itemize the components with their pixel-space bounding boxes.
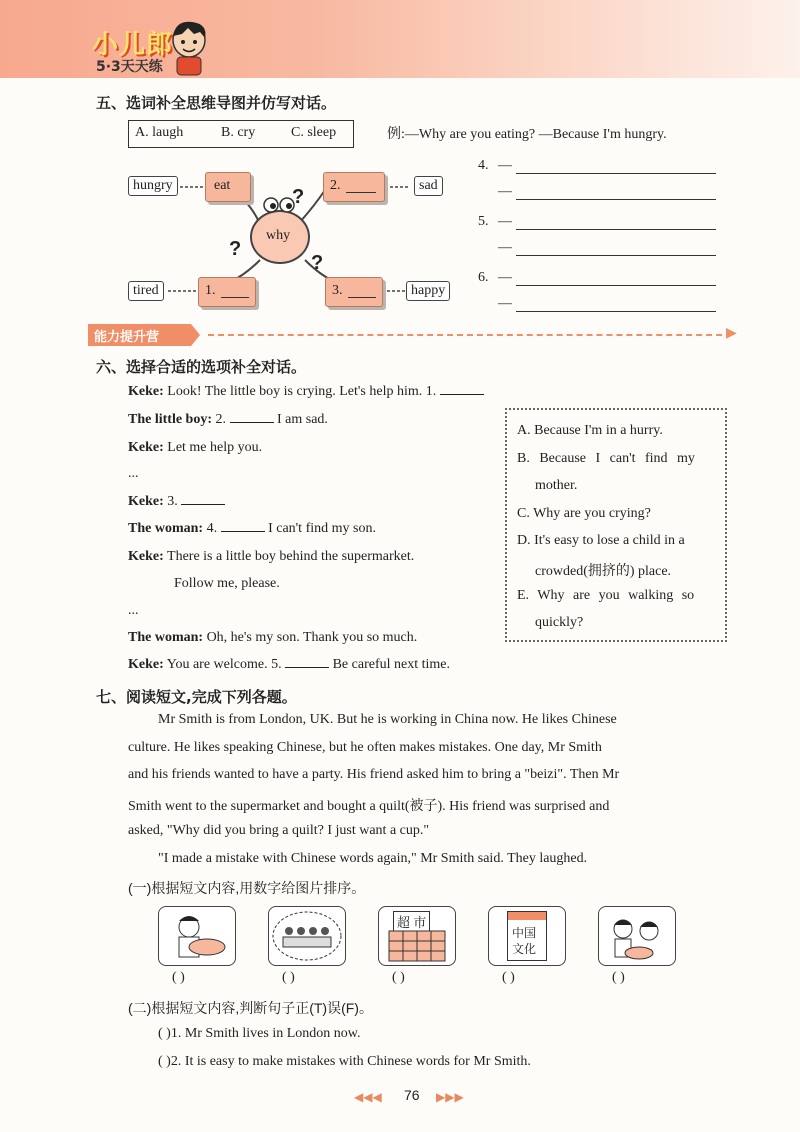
blank-2-number: 2. [330, 178, 341, 193]
dialogue-text: 4. [206, 521, 218, 536]
options-box [505, 408, 727, 642]
sad-node: sad [414, 176, 443, 196]
order-answer-2[interactable]: ( ) [282, 970, 295, 985]
dialogue-text: Be careful next time. [332, 657, 450, 672]
option-e-cont: quickly? [535, 615, 584, 630]
mascot-icon [164, 18, 214, 76]
order-answer-4[interactable]: ( ) [502, 970, 515, 985]
center-label: why [266, 228, 291, 243]
line-5a-dash: — [498, 214, 512, 229]
dialogue-text: You are welcome. 5. [166, 657, 282, 672]
arrow-right-icon: ▶ [726, 326, 737, 341]
ellipsis: ... [128, 603, 139, 618]
line-4b-dash: — [498, 184, 512, 199]
blank-1-number: 1. [205, 283, 216, 298]
hungry-node: hungry [128, 176, 178, 196]
line-6b-dash: — [498, 296, 512, 311]
line-5-number: 5. [478, 214, 489, 229]
picture-3 [378, 906, 456, 966]
dialogue-text: Let me help you. [167, 440, 263, 455]
mindmap-center-node [250, 210, 310, 264]
supermarket-sign: 超 市 [393, 911, 430, 932]
speaker: The woman: [128, 630, 204, 645]
man-holding-quilt-icon [159, 907, 235, 965]
example-dialogue: 例:—Why are you eating? —Because I'm hungry. [387, 127, 667, 142]
ability-label: 能力提升营 [94, 329, 160, 344]
question-mark-icon: ? [229, 238, 242, 260]
page-number: 76 [404, 1087, 420, 1103]
blank-1-line[interactable] [221, 297, 249, 298]
word-choices-box [128, 120, 354, 148]
blank-3-number: 3. [332, 283, 343, 298]
passage-line-3: and his friends wanted to have a party. His friend asked him to bring a "beizi". Then Mr [128, 767, 620, 782]
ellipsis: ... [128, 466, 139, 481]
dialogue-line-11 [128, 657, 450, 673]
answer-line-4a[interactable] [516, 173, 716, 174]
line-4a-dash: — [498, 158, 512, 173]
section7-title: 七、阅读短文,完成下列各题。 [96, 688, 297, 706]
picture-5 [598, 906, 676, 966]
answer-line-5b[interactable] [516, 255, 716, 256]
dialogue-line-2 [128, 412, 328, 428]
part2-title: (二)根据短文内容,判断句子正(T)误(F)。 [128, 1000, 373, 1016]
option-a: A. Because I'm in a hurry. [517, 423, 663, 438]
passage-line-6: "I made a mistake with Chinese words again," Mr Smith said. They laughed. [158, 851, 588, 866]
supermarket-building-icon [385, 929, 449, 963]
passage-line-2: culture. He likes speaking Chinese, but he often makes mistakes. One day, Mr Smith [128, 740, 602, 755]
ability-banner [88, 324, 740, 346]
question-mark-icon: ? [292, 186, 305, 208]
blank-node-3 [325, 277, 383, 307]
part1-title: (一)根据短文内容,用数字给图片排序。 [128, 880, 366, 896]
section6-title: 六、选择合适的选项补全对话。 [96, 358, 307, 376]
blank-node-2 [323, 172, 385, 202]
section5-title: 五、选词补全思维导图并仿写对话。 [96, 94, 337, 112]
eat-node [205, 172, 251, 202]
blank-3-line[interactable] [348, 297, 376, 298]
dialogue-text: I can't find my son. [268, 521, 376, 536]
speaker: Keke: [128, 440, 164, 455]
option-e: E. Why are you walking so [517, 588, 695, 603]
speaker: Keke: [128, 384, 164, 399]
line-6a-dash: — [498, 270, 512, 285]
speaker: The woman: [128, 521, 204, 536]
choice-c: C. sleep [291, 125, 337, 140]
book-title-1: 中国 [512, 926, 537, 940]
passage-line-5: asked, "Why did you bring a quilt? I just want a cup." [128, 823, 430, 838]
dialogue-line-3 [128, 440, 262, 456]
tf-item-1[interactable]: ( )1. Mr Smith lives in London now. [158, 1026, 361, 1041]
passage-line-1: Mr Smith is from London, UK. But he is working in China now. He likes Chinese [158, 712, 617, 727]
eyes-icon [262, 196, 296, 214]
dialogue-text: I am sad. [277, 412, 328, 427]
option-b: B. Because I can't find my [517, 451, 695, 466]
blank-node-1 [198, 277, 256, 307]
speaker: Keke: [128, 494, 164, 509]
order-answer-3[interactable]: ( ) [392, 970, 405, 985]
blank-2[interactable] [230, 422, 274, 423]
dialogue-text: Look! The little boy is crying. Let's help him. 1. [167, 384, 437, 399]
dialogue-line-5 [128, 494, 225, 510]
dialogue-line-10 [128, 630, 417, 646]
dialogue-text: Oh, he's my son. Thank you so much. [206, 630, 418, 645]
blank-1[interactable] [440, 394, 484, 395]
answer-line-6b[interactable] [516, 311, 716, 312]
china-culture-book [507, 911, 547, 961]
speaker: The little boy: [128, 412, 212, 427]
dialogue-line-8: Follow me, please. [174, 576, 280, 591]
tf-item-2[interactable]: ( )2. It is easy to make mistakes with Chinese words for Mr Smith. [158, 1054, 531, 1069]
party-people-icon [269, 907, 345, 965]
blank-3[interactable] [181, 504, 225, 505]
question-mark-icon: ? [311, 252, 324, 274]
speaker: Keke: [128, 549, 164, 564]
line-5b-dash: — [498, 240, 512, 255]
passage-line-4: Smith went to the supermarket and bought a quilt(被子). His friend was surprised and [128, 799, 610, 814]
blank-5[interactable] [285, 667, 329, 668]
dialogue-text: 3. [167, 494, 178, 509]
happy-node: happy [406, 281, 450, 301]
option-d: D. It's easy to lose a child in a [517, 533, 685, 548]
answer-line-4b[interactable] [516, 199, 716, 200]
order-answer-5[interactable]: ( ) [612, 970, 625, 985]
option-b-cont: mother. [535, 478, 578, 493]
next-arrows-icon: ▶▶▶ [436, 1090, 464, 1104]
book-title-2: 文化 [512, 942, 537, 956]
answer-line-5a[interactable] [516, 229, 716, 230]
answer-line-6a[interactable] [516, 285, 716, 286]
choice-b: B. cry [221, 125, 256, 140]
line-6-number: 6. [478, 270, 489, 285]
option-c: C. Why are you crying? [517, 506, 651, 521]
prev-arrows-icon: ◀◀◀ [354, 1090, 382, 1104]
dialogue-line-7 [128, 549, 414, 565]
picture-2 [268, 906, 346, 966]
dialogue-line-1 [128, 384, 484, 400]
dialogue-text: There is a little boy behind the supermarket. [167, 549, 415, 564]
speaker: Keke: [128, 657, 164, 672]
dialogue-text: 2. [215, 412, 226, 427]
blank-4[interactable] [221, 531, 265, 532]
picture-4 [488, 906, 566, 966]
two-men-talking-icon [599, 907, 675, 965]
picture-1 [158, 906, 236, 966]
blank-2-line[interactable] [346, 192, 376, 193]
brand-logo: 小儿郎 [92, 30, 174, 60]
choice-a: A. laugh [135, 125, 184, 140]
option-d-cont: crowded(拥挤的) place. [535, 564, 672, 579]
eat-label: eat [214, 178, 231, 193]
order-answer-1[interactable]: ( ) [172, 970, 185, 985]
dialogue-line-6 [128, 521, 376, 537]
line-4-number: 4. [478, 158, 489, 173]
tired-node: tired [128, 281, 164, 301]
series-label: 5·3天天练 [96, 59, 163, 75]
